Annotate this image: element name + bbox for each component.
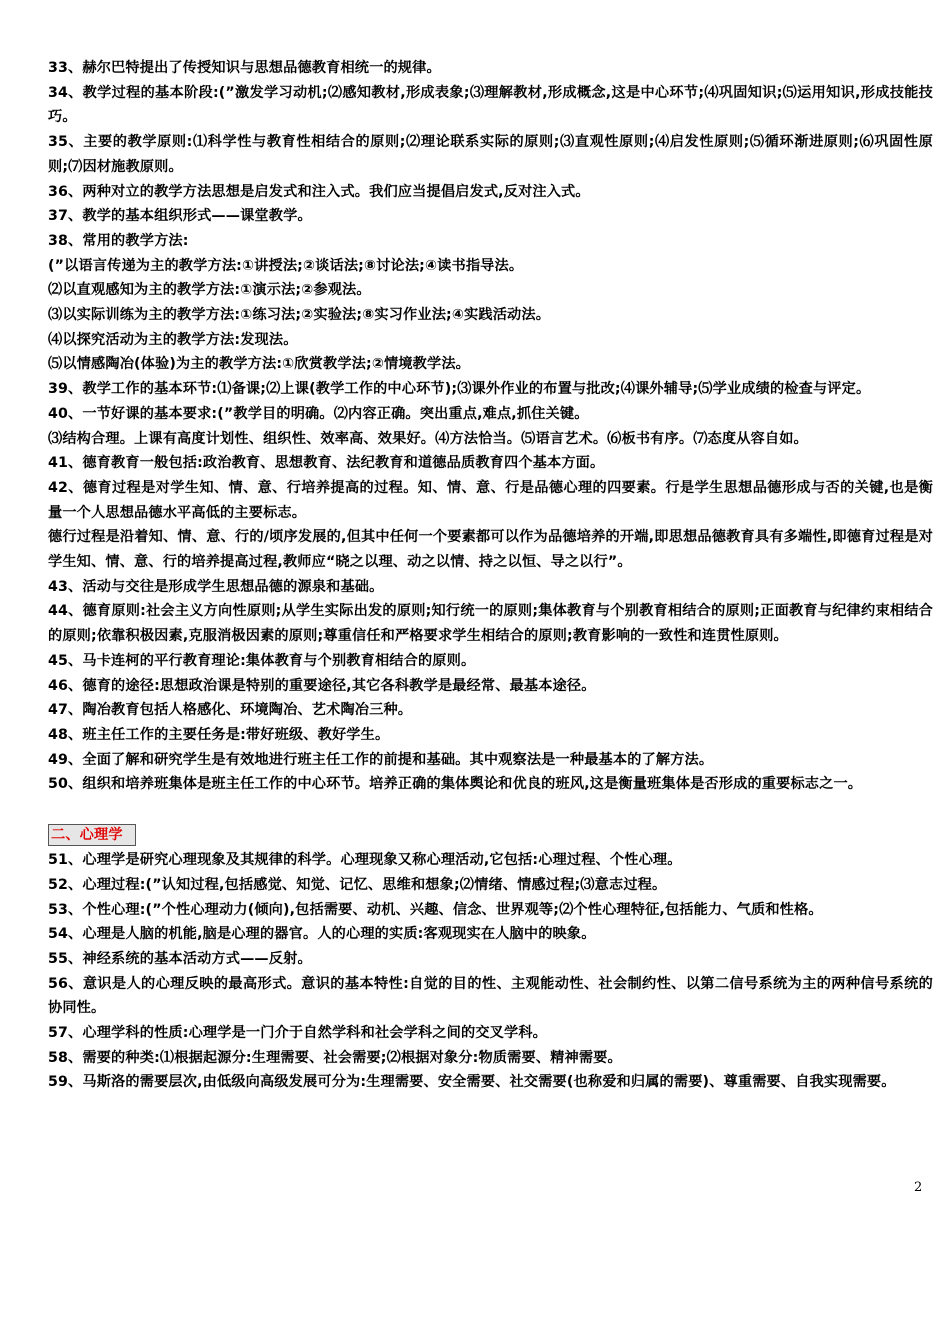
paragraph: 54、心理是人脑的机能,脑是心理的器官。人的心理的实质:客观现实在人脑中的映象。 [48,926,596,943]
paragraph-group-top [48,56,933,797]
paragraph: 56、意识是人的心理反映的最高形式。意识的基本特性:自觉的目的性、主观能动性、社会制约性、以第二信号系统为主的两种信号系统的协同性。 [48,975,933,1017]
paragraph: 51、心理学是研究心理现象及其规律的科学。心理现象又称心理活动,它包括:心理过程、个性心理。 [48,852,682,869]
paragraph: 37、教学的基本组织形式——课堂教学。 [48,208,312,225]
paragraph: (”以语言传递为主的教学方法:①讲授法;②谈话法;⑧讨论法;④读书指导法。 [48,257,524,274]
paragraph: 50、组织和培养班集体是班主任工作的中心环节。培养正确的集体舆论和优良的班风,这是衡量班集体是否形成的重要标志之一。 [48,776,863,793]
paragraph: 德行过程是沿着知、情、意、行的/顷序发展的,但其中任何一个要素都可以作为品德培养的开端,即思想品德教育具有多端性,即德育过程是对学生知、情、意、行的培养提高过程,教师应“晓之以理、动之以情、持之以恒、导之以行”。 [48,529,933,571]
section-spacer [48,797,933,822]
paragraph: 36、两种对立的教学方法思想是启发式和注入式。我们应当提倡启发式,反对注入式。 [48,183,590,200]
paragraph: 53、个性心理:(”个性心理动力(倾向),包括需要、动机、兴趣、信念、世界观等;⑵个性心理特征,包括能力、气质和性格。 [48,901,823,918]
paragraph: 59、马斯洛的需要层次,由低级向高级发展可分为:生理需要、安全需要、社交需要(也称爱和归属的需要)、尊重需要、自我实现需要。 [48,1074,896,1091]
paragraph: 40、一节好课的基本要求:(”教学目的明确。⑵内容正确。突出重点,难点,抓住关键。 [48,405,589,422]
section-heading-row [48,822,933,848]
paragraph: ⑶结构合理。上课有高度计划性、组织性、效率高、效果好。⑷方法恰当。⑸语言艺术。⑹板书有序。⑺态度从容自如。 [48,430,808,447]
paragraph: ⑷以探究活动为主的教学方法:发现法。 [48,331,298,348]
paragraph: 58、需要的种类:⑴根据起源分:生理需要、社会需要;⑵根据对象分:物质需要、精神需要。 [48,1049,622,1066]
paragraph: 55、神经系统的基本活动方式——反射。 [48,950,312,967]
paragraph: 44、德育原则:社会主义方向性原则;从学生实际出发的原则;知行统一的原则;集体教育与个别教育相结合的原则;正面教育与纪律约束相结合的原则;依靠积极因素,克服消极因素的原则;尊重信任和严格要求学生相结合的原则;教育影响的一致性和连贯性原则。 [48,603,933,645]
paragraph: 48、班主任工作的主要任务是:带好班级、教好学生。 [48,726,390,743]
paragraph: 33、赫尔巴特提出了传授知识与思想品德教育相统一的规律。 [48,60,441,76]
paragraph: 49、全面了解和研究学生是有效地进行班主任工作的前提和基础。其中观察法是一种最基本的了解方法。 [48,751,714,768]
paragraph: 41、德育教育一般包括:政治教育、思想教育、法纪教育和道德品质教育四个基本方面。 [48,455,605,472]
document-body [48,56,933,1095]
page-number: 2 [914,1180,923,1195]
paragraph: 39、教学工作的基本环节:⑴备课;⑵上课(教学工作的中心环节);⑶课外作业的布置与批改;⑷课外辅导;⑸学业成绩的检查与评定。 [48,381,871,398]
paragraph: 46、德育的途径:思想政治课是特别的重要途径,其它各科教学是最经常、最基本途径。 [48,677,596,694]
paragraph: 57、心理学科的性质:心理学是一门介于自然学科和社会学科之间的交叉学科。 [48,1025,548,1042]
paragraph: 47、陶冶教育包括人格感化、环境陶冶、艺术陶冶三种。 [48,702,413,719]
paragraph: ⑶以实际训练为主的教学方法:①练习法;②实验法;⑧实习作业法;④实践活动法。 [48,307,551,324]
paragraph: 42、德育过程是对学生知、情、意、行培养提高的过程。知、情、意、行是品德心理的四要素。行是学生思想品德形成与否的关键,也是衡量一个人思想品德水平高低的主要标志。 [48,479,933,521]
paragraph: 43、活动与交往是形成学生思想品德的源泉和基础。 [48,578,384,595]
paragraph: 45、马卡连柯的平行教育理论:集体教育与个别教育相结合的原则。 [48,652,476,669]
paragraph: 35、主要的教学原则:⑴科学性与教育性相结合的原则;⑵理论联系实际的原则;⑶直观性原则;⑷启发性原则;⑸循环渐进原则;⑹巩固性原则;⑺因材施教原则。 [48,134,933,175]
paragraph: 34、教学过程的基本阶段:(”激发学习动机;⑵感知教材,形成表象;⑶理解教材,形成概念,这是中心环节;⑷巩固知识;⑸运用知识,形成技能技巧。 [48,84,933,126]
paragraph: ⑸以情感陶冶(体验)为主的教学方法:①欣赏教学法;②情境教学法。 [48,356,471,373]
paragraph: ⑵以直观感知为主的教学方法:①演示法;②参观法。 [48,282,371,299]
paragraph: 38、常用的教学方法: [48,232,189,249]
paragraph: 52、心理过程:(”认知过程,包括感觉、知觉、记忆、思维和想象;⑵情绪、情感过程;⑶意志过程。 [48,876,667,893]
section-heading: 二、心理学 [48,824,136,846]
paragraph-group-bottom [48,848,933,1095]
